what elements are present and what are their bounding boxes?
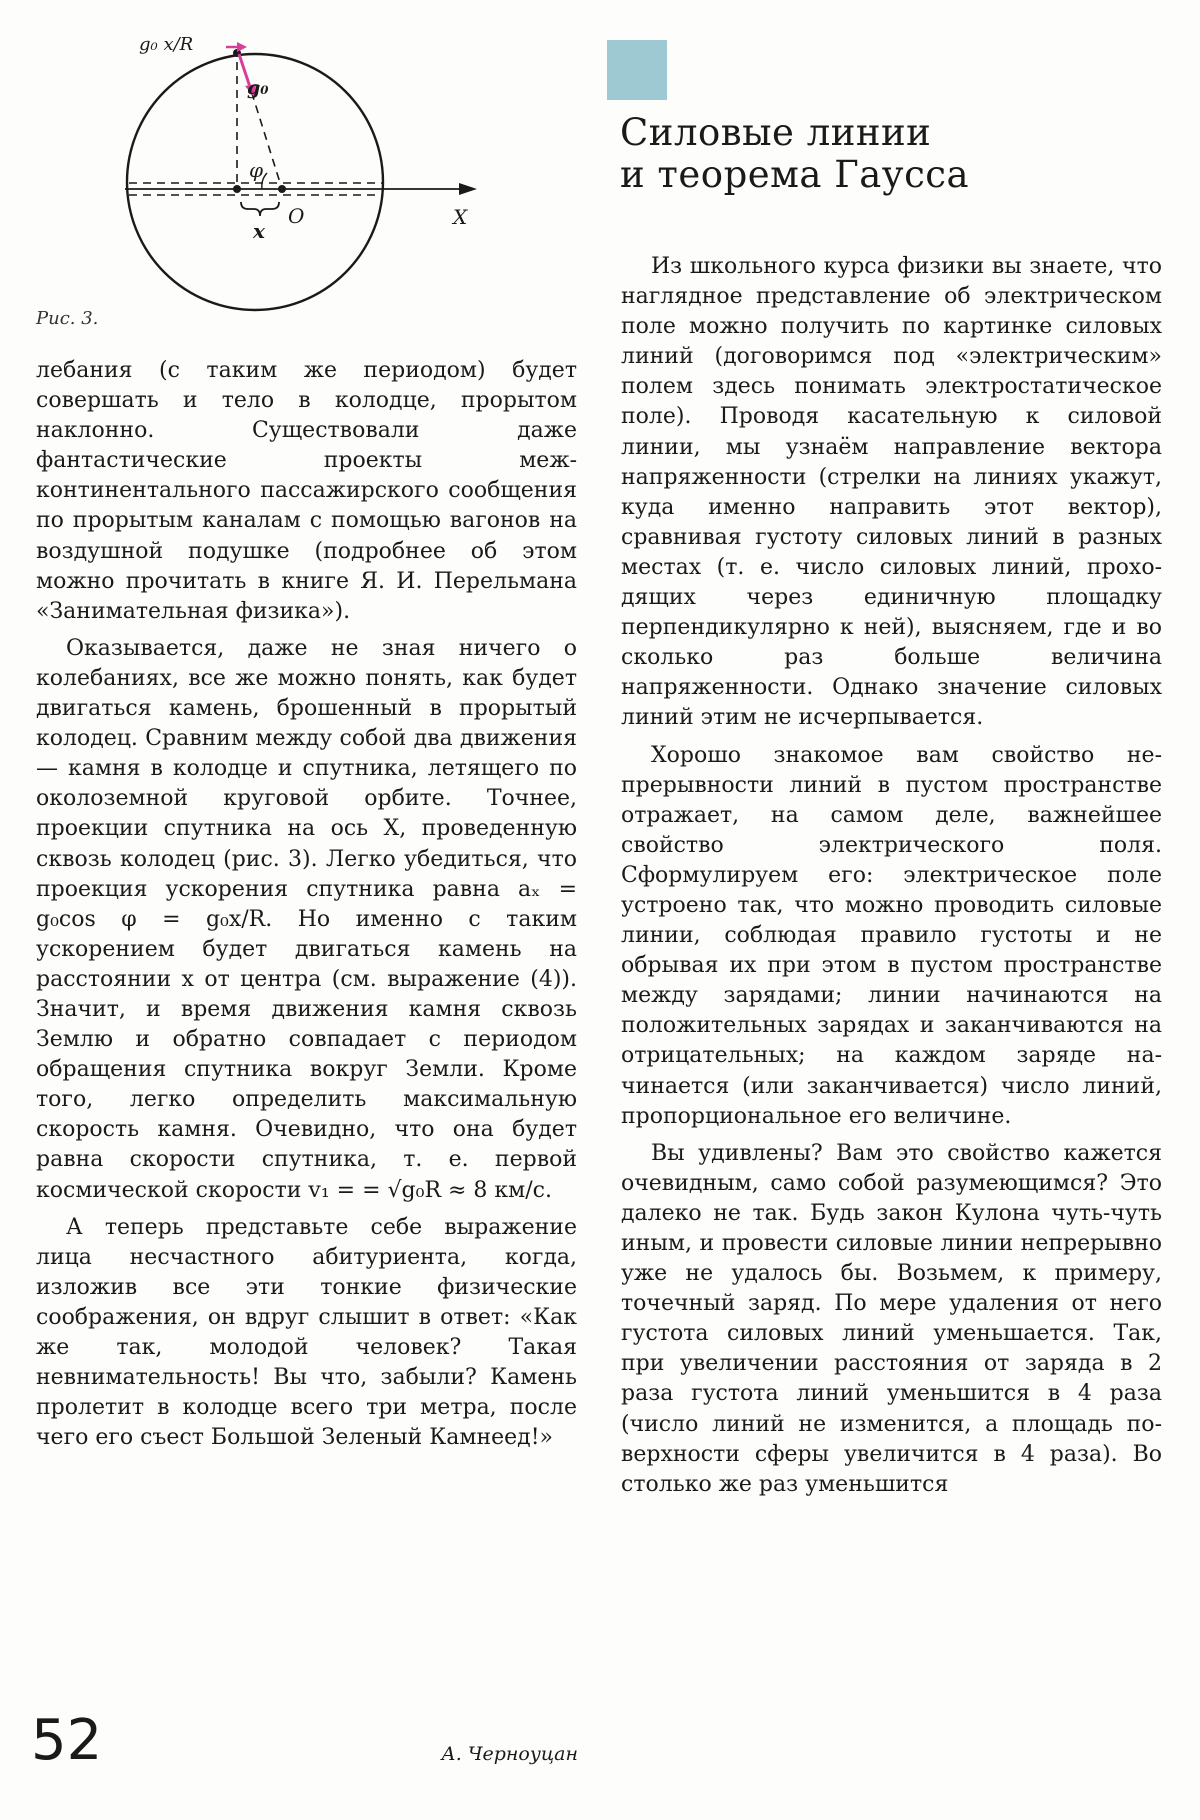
projection-point <box>233 185 241 193</box>
left-paragraph-1: лебания (с таким же периодом) будет совершать и тело в колодце, прорытом наклонно. Существовали даже фантастические проекты межконтинентального пассажирского сообщения по прорытым каналам с помощью вагонов на воздушной подушке (подробнее об этом можно прочитать в книге Я. И. Перельмана «Занимательная физика»). <box>36 358 577 624</box>
x-axis-arrowhead <box>459 183 477 195</box>
x-brace <box>241 202 279 216</box>
right-paragraph-3: Вы удивлены? Вам это свойство кажется очевидным, само собой разумеющимся? Это далеко не так. Будь закон Кулона чуть-чуть иным, и провести силовые линии непрерывно уже не удалось бы. Возьмем, к примеру, точечный заряд. По мере удаления от него густота силовых линий уменьшается. Так, при увеличении расстояния от заряда в 2 раза густота линий уменьшится в 4 раза (число линий не изменится, а площадь поверхности сферы увеличится в 4 раза). Во столько же раз уменьшится <box>621 1140 1162 1497</box>
right-column <box>621 252 1162 1500</box>
label-O: O <box>288 204 305 228</box>
page-number: 52 <box>31 1708 103 1773</box>
author-signature: А. Черноуцан <box>441 1743 578 1765</box>
label-X: X <box>453 205 468 229</box>
title-line-2: и теорема Гаусса <box>620 153 970 196</box>
figure-caption: Рис. 3. <box>36 308 99 329</box>
center-point <box>278 185 286 193</box>
left-paragraph-2: Оказывается, даже не зная ничего о колебаниях, все же можно понять, как будет двигаться камень, брошенный в прорытый колодец. Сравним между собой два движения — камня в колодце и спутника, летящего по околоземной круговой орбите. Точнее, проекции спутника на ось X, проведенную сквозь колодец (рис. 3). Легко убедиться, что проекция ускорения спутника равна aₓ = g₀cos φ = g₀x/R. Но именно с таким ускорением будет двигаться камень на расстоянии x от центра (см. выражение (4)). Значит, и время движения камня сквозь Землю и обратно совпадает с периодом обращения спутника вокруг Земли. Кроме того, легко определить максимальную скорость камня. Очевидно, что она будет равна скорости спутника, т. е. первой космической скорости v₁ = = √g₀R ≈ 8 км/с. <box>36 635 577 1203</box>
label-phi: φ <box>249 158 264 182</box>
horizontal-arrowhead <box>237 42 247 52</box>
title-line-1: Силовые линии <box>620 111 932 154</box>
right-paragraph-2: Хорошо знакомое вам свойство непрерывности линий в пустом пространстве отражает, на самом деле, важнейшее свойство электрического поля. Сформулируем его: электрическое поле устроено так, что можно проводить силовые линии, соблюдая правило густоты и не обрывая их при этом в пустом пространстве между зарядами; линии начинаются на положительных зарядах и заканчиваются на отрицательных; на каждом заряде начинается (или заканчивается) число линий, пропорциональное его величине. <box>621 742 1162 1129</box>
left-paragraph-3: А теперь представьте себе выражение лица несчастного абитуриента, когда, изложив все эти тонкие физические соображения, он вдруг слышит в ответ: «Как же так, молодой человек? Такая невнимательность! Вы что, забыли? Камень пролетит в колодце всего три метра, после чего его съест Большой Зеленый Камнеед!» <box>36 1214 577 1451</box>
article-title <box>620 112 969 196</box>
left-column <box>36 356 577 1453</box>
label-g-top: g₀ x/R <box>139 34 194 55</box>
label-g0: g₀ <box>247 77 269 99</box>
figure-3-diagram <box>125 32 485 342</box>
section-color-tab <box>607 40 667 100</box>
right-paragraph-1: Из школьного курса физики вы знаете, что наглядное представление об электрическом поле можно получить по картинке силовых линий (договоримся под «электрическим» полем здесь понимать электростатическое поле). Проводя касательную к силовой линии, мы узнаём направление вектора напряженности (стрелки на линиях укажут, куда именно направить этот вектор), сравнивая густоту силовых линий в разных местах (т. е. число силовых линий, проходящих через единичную площадку перпендикулярно к ней), выясняем, где и во сколько раз больше величина напряженности. Однако значение силовых линий этим не исчерпывается. <box>621 254 1162 731</box>
label-x: x <box>253 219 265 243</box>
